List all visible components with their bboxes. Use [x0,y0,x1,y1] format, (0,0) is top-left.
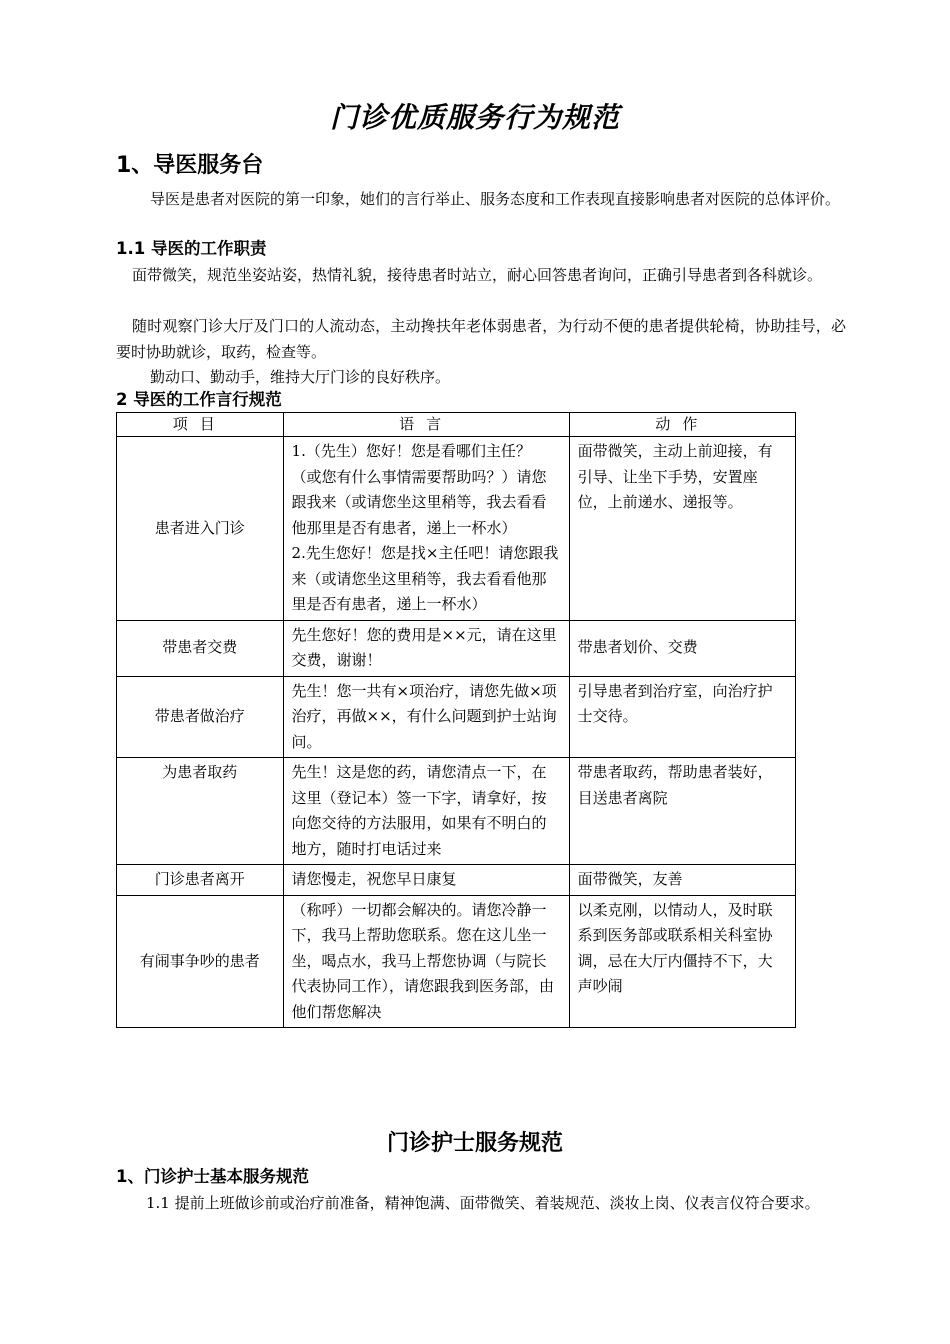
table-row [117,437,796,621]
section2-title: 门诊护士服务规范 [386,1131,563,1156]
row-speech-line-2: 2.先生您好！您是找×主任吧！请您跟我来（或请您坐这里稍等，我去看看他那里是否有患者，递上一杯水） [291,544,559,613]
duty-paragraph-3: 勤动口、勤动手，维持大厅门诊的良好秩序。 [150,368,451,386]
row-item: 患者进入门诊 [117,437,284,621]
row-item: 有闹事争吵的患者 [117,895,284,1028]
table-header-row [117,413,796,437]
row-item: 门诊患者离开 [117,865,284,896]
section2-paragraph-1: 1.1 提前上班做诊前或治疗前准备，精神饱满、面带微笑、着装规范、淡妆上岗、仪表言仪符合要求。 [146,1194,820,1212]
table-row [117,758,796,865]
row-action: 带患者取药，帮助患者装好，目送患者离院 [569,758,795,865]
document-title: 门诊优质服务行为规范 [329,101,620,134]
subheading-conduct: 2 导医的工作言行规范 [116,390,282,409]
row-action: 面带微笑，友善 [569,865,795,896]
row-action: 带患者划价、交费 [569,620,795,676]
row-speech: 先生！您一共有×项治疗，请您先做×项治疗，再做××，有什么问题到护士站询问。 [283,676,569,758]
row-speech: 先生您好！您的费用是××元，请在这里交费，谢谢！ [283,620,569,676]
table-row [117,865,796,896]
row-speech-line-1: 1.（先生）您好！您是看哪们主任？（或您有什么事情需要帮助吗？）请您跟我来（或请您坐这里稍等，我去看看他那里是否有患者，递上一杯水） [291,442,547,537]
row-item: 带患者交费 [117,620,284,676]
duty-paragraph-2: 随时观察门诊大厅及门口的人流动态，主动搀扶年老体弱患者，为行动不便的患者提供轮椅，协助挂号，必要时协助就诊，取药，检查等。 [116,317,846,361]
row-speech: （称呼）一切都会解决的。请您冷静一下，我马上帮助您联系。您在这儿坐一坐，喝点水，我马上帮您协调（与院长代表协同工作），请您跟我到医务部，由他们帮您解决 [283,895,569,1028]
intro-paragraph: 导医是患者对医院的第一印象，她们的言行举止、服务态度和工作表现直接影响患者对医院的总体评价。 [150,190,841,208]
section-heading-guide-desk: 1、导医服务台 [116,153,264,178]
section2-heading: 1、门诊护士基本服务规范 [116,1167,309,1186]
row-speech [283,437,569,621]
row-action: 以柔克刚，以情动人，及时联系到医务部或联系相关科室协调，忌在大厅内僵持不下，大声吵闹 [569,895,795,1028]
row-action: 面带微笑，主动上前迎接，有引导、让坐下手势，安置座位，上前递水、递报等。 [569,437,795,621]
row-speech: 请您慢走，祝您早日康复 [283,865,569,896]
header-item: 项目 [117,413,284,437]
header-speech: 语言 [283,413,569,437]
row-item: 为患者取药 [117,758,284,865]
conduct-table [116,412,796,1028]
table-row [117,620,796,676]
duty-paragraph-1: 面带微笑，规范坐姿站姿，热情礼貌，接待患者时站立，耐心回答患者询问，正确引导患者到各科就诊。 [132,266,823,284]
table-row [117,676,796,758]
row-item: 带患者做治疗 [117,676,284,758]
row-speech: 先生！这是您的药，请您清点一下，在这里（登记本）签一下字，请拿好，按向您交待的方法服用，如果有不明白的地方，随时打电话过来 [283,758,569,865]
table-row [117,895,796,1028]
row-action: 引导患者到治疗室，向治疗护士交待。 [569,676,795,758]
subheading-duties: 1.1 导医的工作职责 [116,239,267,258]
header-action: 动作 [569,413,795,437]
